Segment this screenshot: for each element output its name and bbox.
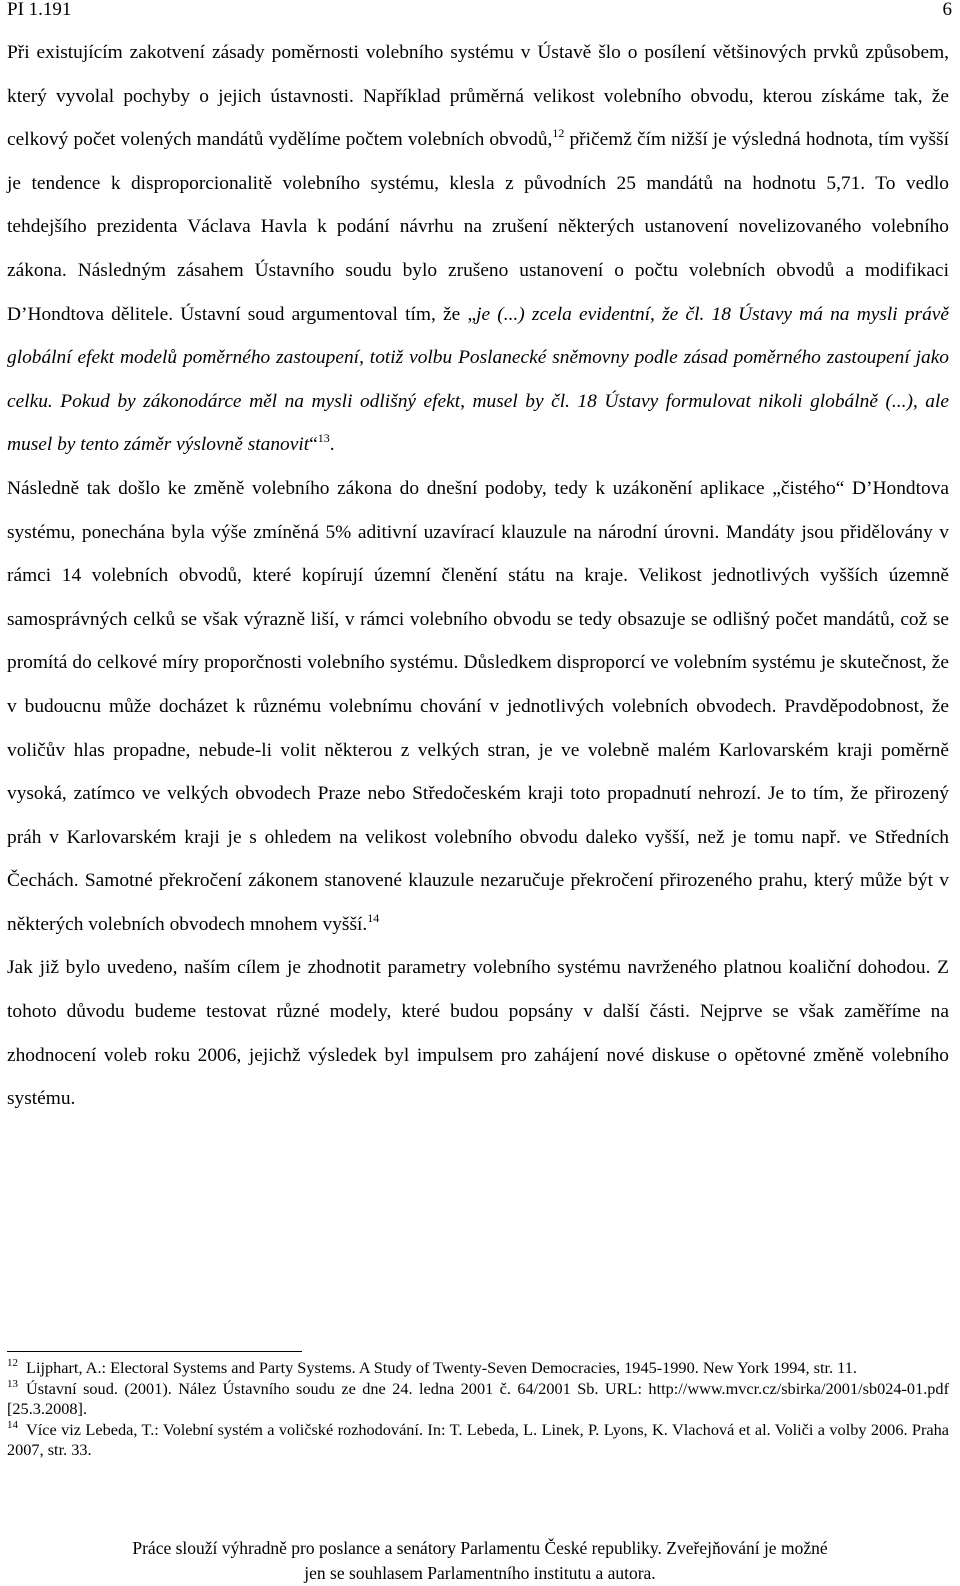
footnote-marker: 14 [7,1418,18,1431]
paragraph-text: . [329,434,335,456]
paragraph [7,31,949,467]
court-quotation: je (...) zcela evidentní, že čl. 18 Ústavy má na mysli právě globální efekt modelů poměrného zastoupení, totiž volbu Poslanecké sněmovny podle zásad poměrného zastoupení jako celku. Pokud by zákonodárce měl na mysli odlišný efekt, musel by čl. 18 Ústavy formulovat nikoli globálně (...), ale musel by tento záměr výslovně stanovit [7,303,949,456]
page-number: 6 [942,0,952,20]
footnote-text: Ústavní soud. (2001). Nález Ústavního soudu ze dne 24. ledna 2001 č. 64/2001 Sb. URL: http://www.mvcr.cz/sbirka/2001/sb024-01.pdf [25.3.2008]. [7,1378,949,1418]
footnote-reference[interactable]: 14 [367,910,380,925]
footnote-marker: 13 [7,1377,18,1390]
footnote [7,1358,949,1379]
quote-mark: „ [467,303,477,325]
footnote [7,1420,949,1461]
page-header [7,0,952,22]
footnote-text: Lijphart, A.: Electoral Systems and Party Systems. A Study of Twenty-Seven Democracies, 1945-1990. New York 1994, str. 11. [26,1358,857,1377]
footer-line: Práce slouží výhradně pro poslance a senátory Parlamentu České republiky. Zveřejňování je možné [132,1538,828,1558]
footnote-text: Více viz Lebeda, T.: Volební systém a voličské rozhodování. In: T. Lebeda, L. Linek, P. Lyons, K. Vlachová et al. Voliči a volby 2006. Praha 2007, str. 33. [7,1419,949,1459]
paragraph-text: Následně tak došlo ke změně volebního zákona do dnešní podoby, tedy k uzákonění aplikace „čistého“ D’Hondtova systému, ponechána byla výše zmíněná 5% aditivní uzavírací klauzule na národní úrovni. Mandáty jsou přidělovány v rámci 14 volebních obvodů, které kopírují územní členění státu na kraje. Velikost jednotlivých vyšších územně samosprávných celků se však výrazně liší, v rámci volebního obvodu se tedy obsazuje se odlišný počet mandátů, což se promítá do celkové míry proporčnosti volebního systému. Důsledkem disproporcí ve volebním systému je skutečnost, že v budoucnu může docházet k různému volebnímu chování v jednotlivých volebních obvodech. Pravděpodobnost, že voličův hlas propadne, nebude-li volit některou z velkých stran, je ve volebně malém Karlovarském kraji poměrně vysoká, zatímco ve velkých obvodech Praze nebo Středočeském kraji toto propadnutí nehrozí. Je to tím, že přirozený práh v Karlovarském kraji je s ohledem na velikost volebního obvodu daleko vyšší, než je tomu např. ve Středních Čechách. Samotné překročení zákonem stanovené klauzule nezaručuje překročení přirozeného prahu, který může být v některých volebních obvodech mnohem vyšší. [7,477,949,935]
footnote-marker: 12 [7,1357,18,1369]
paragraph [7,946,949,1120]
paragraph-text: Jak již bylo uvedeno, naším cílem je zhodnotit parametry volebního systému navrženého platnou koaliční dohodou. Z tohoto důvodu budeme testovat různé modely, které budou popsány v další části. Nejprve se však zaměříme na zhodnocení voleb roku 2006, jejichž výsledek byl impulsem pro zahájení nové diskuse o opětovné změně volebního systému. [7,957,949,1110]
quote-mark: “ [309,434,318,456]
footnote-separator [7,1351,302,1352]
paragraph-text: Při existujícím zakotvení zásady poměrnosti volebního systému v Ústavě šlo o posílení většinových prvků způsobem, který vyvolal pochyby o jejich ústavnosti. Například průměrná velikost volebního obvodu, kterou získáme tak, že celkový počet volených mandátů vydělíme počtem volebních obvodů, [7,42,949,151]
footnote-reference[interactable]: 13 [317,431,330,446]
paragraph [7,467,949,947]
page-footer [0,1536,960,1586]
footnote-reference[interactable]: 12 [552,126,565,141]
document-id: PI 1.191 [7,0,72,20]
footnote [7,1379,949,1420]
body-text [7,31,949,1121]
paragraph-text: přičemž čím nižší je výsledná hodnota, tím vyšší je tendence k disproporcionalitě volebního systému, klesla z původních 25 mandátů na hodnotu 5,71. To vedlo tehdejšího prezidenta Václava Havla k podání návrhu na zrušení některých ustanovení novelizovaného volebního zákona. Následným zásahem Ústavního soudu bylo zrušeno ustanovení o počtu volebních obvodů a modifikaci D’Hondtova dělitele. Ústavní soud argumentoval tím, že [7,129,949,325]
footer-line: jen se souhlasem Parlamentního institutu a autora. [304,1563,656,1583]
footnotes [7,1358,949,1461]
